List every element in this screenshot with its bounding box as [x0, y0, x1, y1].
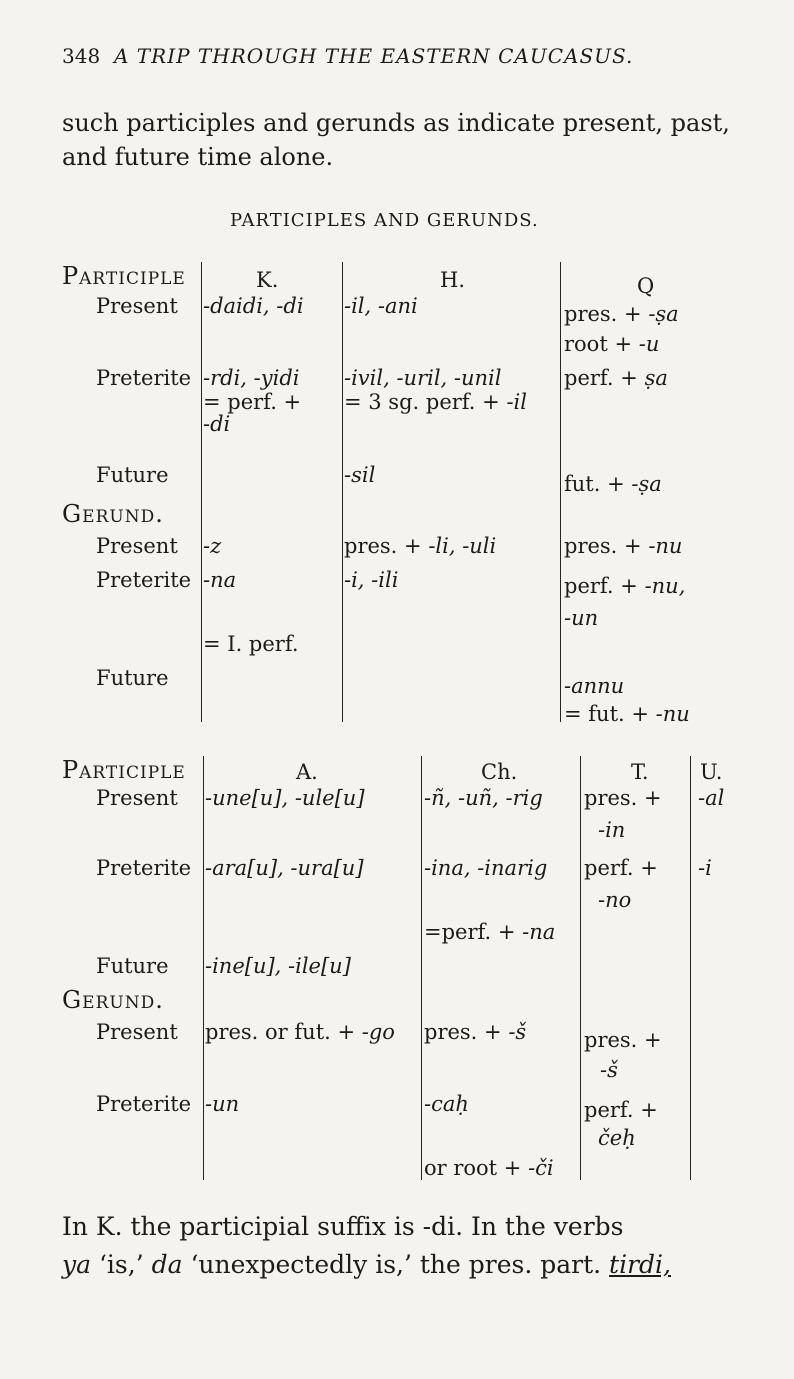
label-future: Future	[96, 463, 169, 487]
k-present: -daidi, -di	[203, 294, 304, 318]
table2-col-head-a: A.	[296, 760, 318, 784]
q-gerund-future-1: -annu	[564, 674, 625, 698]
table1-col-head-q: Q	[637, 274, 655, 298]
table2-rule-2	[421, 756, 422, 1180]
a-gerund-preterite: -un	[205, 1092, 240, 1116]
table2-col-head-u: U.	[700, 760, 723, 784]
t-preterite-2: -no	[598, 888, 632, 912]
ch-gerund-preterite-2: or root + -či	[424, 1156, 554, 1180]
table1-rule-1	[201, 262, 202, 722]
q-gerund-present: pres. + -nu	[564, 534, 683, 558]
k-gerund-preterite-1: -na	[203, 568, 237, 592]
a-present: -une[u], -ule[u]	[205, 786, 365, 810]
a-future: -ine[u], -ile[u]	[205, 954, 351, 978]
u-preterite: -i	[698, 856, 712, 880]
t-gerund-present-1: pres. +	[584, 1028, 662, 1052]
q-gerund-future-2: = fut. + -nu	[564, 702, 690, 726]
ch-gerund-preterite: -caḥ	[424, 1092, 469, 1116]
t-gerund-preterite-2: čeḥ	[598, 1126, 636, 1150]
table2-rule-4	[690, 756, 691, 1180]
label-gerund-present: Present	[96, 534, 178, 558]
h-gerund-preterite: -i, -ili	[344, 568, 399, 592]
q-future: fut. + -ṣa	[564, 472, 662, 496]
table1-rule-2	[342, 262, 343, 722]
footer-line-1: In K. the participial suffix is -di. In the verbs	[62, 1212, 624, 1241]
footer-line-2: ya ‘is,’ da ‘unexpectedly is,’ the pres. part. tirdi,	[62, 1250, 671, 1279]
intro-line-2: and future time alone.	[62, 143, 334, 171]
t-gerund-preterite-1: perf. +	[584, 1098, 658, 1122]
ch-gerund-present: pres. + -š	[424, 1020, 527, 1044]
q-gerund-preterite-1: perf. + -nu,	[564, 574, 686, 598]
q-present-2: root + -u	[564, 332, 660, 356]
table1-heading-gerund: Gerund.	[62, 500, 164, 528]
q-preterite: perf. + ṣa	[564, 366, 668, 390]
label2-present: Present	[96, 786, 178, 810]
table1-col-head-h: H.	[440, 268, 465, 292]
running-title: A TRIP THROUGH THE EASTERN CAUCASUS.	[114, 44, 634, 68]
table1-col-head-k: K.	[256, 268, 279, 292]
q-gerund-preterite-2: -un	[564, 606, 599, 630]
u-present: -al	[698, 786, 725, 810]
k-gerund-present: -z	[203, 534, 222, 558]
table2-heading-gerund: Gerund.	[62, 986, 164, 1014]
label2-preterite: Preterite	[96, 856, 192, 880]
table2-rule-3	[580, 756, 581, 1180]
label-gerund-preterite: Preterite	[96, 568, 192, 592]
table2-col-head-ch: Ch.	[481, 760, 518, 784]
q-present-1: pres. + -ṣa	[564, 302, 679, 326]
k-gerund-preterite-2: = I. perf.	[203, 632, 299, 656]
label-preterite: Preterite	[96, 366, 192, 390]
ch-preterite-1: -ina, -inarig	[424, 856, 548, 880]
k-preterite-1: -rdi, -yidi	[203, 366, 300, 390]
label2-future: Future	[96, 954, 169, 978]
table-title: PARTICIPLES AND GERUNDS.	[230, 210, 539, 231]
label2-gerund-preterite: Preterite	[96, 1092, 192, 1116]
label2-gerund-present: Present	[96, 1020, 178, 1044]
label-present: Present	[96, 294, 178, 318]
table1-heading-participle: Participle	[62, 262, 186, 290]
page-number: 348	[62, 44, 101, 68]
a-gerund-present: pres. or fut. + -go	[205, 1020, 395, 1044]
t-preterite-1: perf. +	[584, 856, 658, 880]
label-gerund-future: Future	[96, 666, 169, 690]
h-future: -sil	[344, 463, 376, 487]
h-preterite-2: = 3 sg. perf. + -il	[344, 390, 527, 414]
t-gerund-present-2: -š	[600, 1058, 618, 1082]
a-preterite: -ara[u], -ura[u]	[205, 856, 364, 880]
t-present-1: pres. +	[584, 786, 662, 810]
h-preterite-1: -ivil, -uril, -unil	[344, 366, 502, 390]
table2-col-head-t: T.	[631, 760, 649, 784]
table2-heading-participle: Participle	[62, 756, 186, 784]
t-present-2: -in	[598, 818, 626, 842]
table1-rule-3	[560, 262, 561, 722]
ch-present: -ñ, -uñ, -rig	[424, 786, 543, 810]
table2-rule-1	[203, 756, 204, 1180]
k-preterite-2: = perf. +	[203, 390, 302, 414]
h-gerund-present: pres. + -li, -uli	[344, 534, 497, 558]
k-preterite-3: -di	[203, 412, 231, 436]
ch-preterite-2: =perf. + -na	[424, 920, 556, 944]
h-present: -il, -ani	[344, 294, 418, 318]
intro-line-1: such participles and gerunds as indicate present, past,	[62, 109, 730, 137]
